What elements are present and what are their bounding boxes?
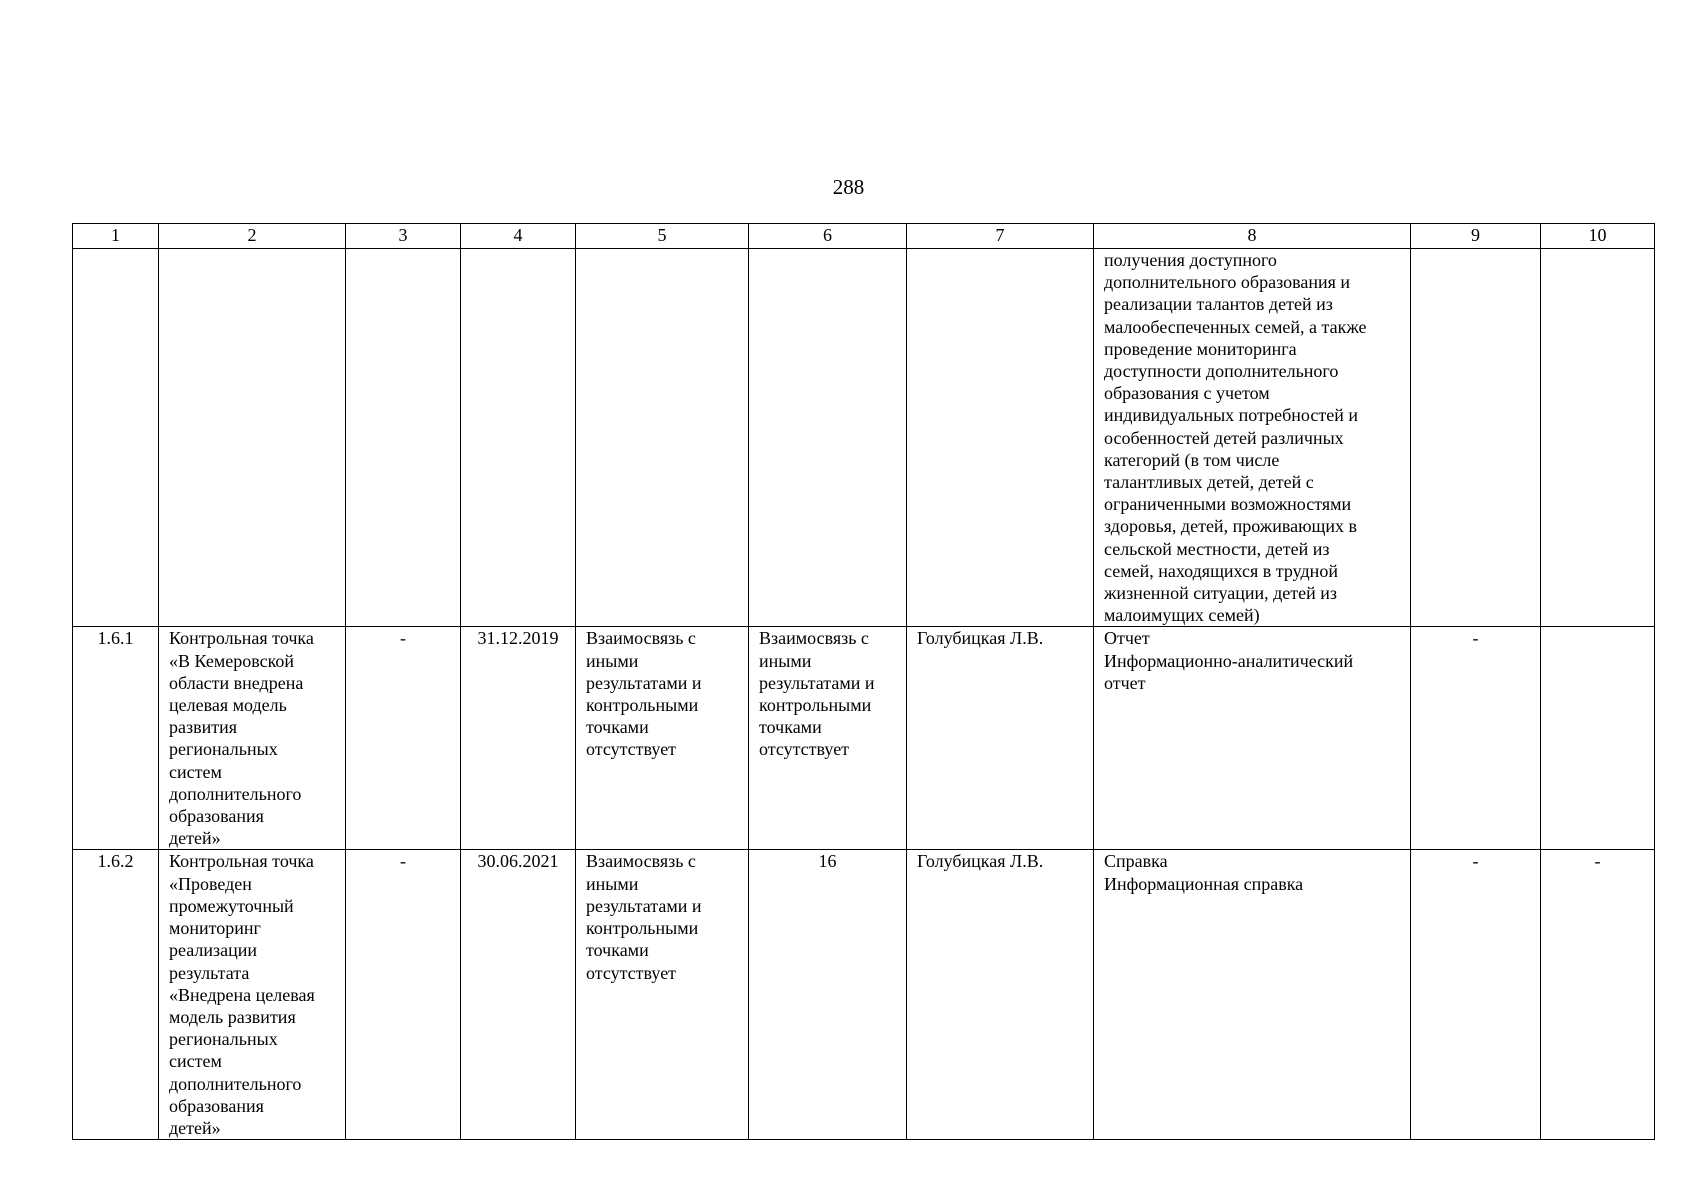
text-line: малообеспеченных семей, а также — [1104, 316, 1367, 337]
control-points-table — [72, 223, 1655, 1140]
text-line: иными — [586, 873, 639, 894]
text-line: «Внедрена целевая — [169, 984, 315, 1005]
cell-empty — [73, 249, 159, 627]
cell-empty — [576, 249, 749, 627]
text-line: индивидуальных потребностей и — [1104, 405, 1358, 426]
row-name — [159, 850, 346, 1140]
text-line: развития — [169, 717, 238, 738]
text-line: модель развития — [169, 1006, 296, 1027]
text-line: сельской местности, детей из — [1104, 538, 1330, 559]
header-col-3: 3 — [346, 224, 461, 249]
text-line: особенностей детей различных — [1104, 427, 1344, 448]
row-id: 1.6.2 — [73, 850, 159, 1140]
header-col-10: 10 — [1541, 224, 1655, 249]
text-line: реализации — [169, 940, 257, 961]
text-line: результатами и — [759, 672, 875, 693]
table-row — [73, 627, 1655, 850]
text-line: Взаимосвязь с — [586, 851, 696, 872]
text-line: промежуточный — [169, 895, 294, 916]
header-col-2: 2 — [159, 224, 346, 249]
text-line: точками — [759, 717, 822, 738]
row-col6 — [749, 627, 907, 850]
text-line: категорий (в том числе — [1104, 449, 1280, 470]
text-line: Информационная справка — [1104, 873, 1304, 894]
row-date: 31.12.2019 — [461, 627, 576, 850]
cell-empty — [346, 249, 461, 627]
text-line: ограниченными возможностями — [1104, 494, 1352, 515]
row-col10: - — [1541, 850, 1655, 1140]
text-line: дополнительного — [169, 1073, 302, 1094]
page-number: 288 — [832, 175, 865, 199]
text-line: отсутствует — [759, 739, 850, 760]
table-row-continuation — [73, 249, 1655, 627]
header-row — [73, 224, 1655, 249]
text-line: региональных — [169, 1029, 278, 1050]
text-line: Взаимосвязь с — [586, 628, 696, 649]
text-line: Контрольная точка — [169, 628, 314, 649]
text-line: контрольными — [759, 695, 872, 716]
cell-empty — [907, 249, 1094, 627]
header-col-8: 8 — [1094, 224, 1411, 249]
text-line: отсутствует — [586, 962, 677, 983]
row-responsible: Голубицкая Л.В. — [907, 850, 1094, 1140]
row-col6: 16 — [749, 850, 907, 1140]
text-line: детей» — [169, 828, 221, 849]
text-line: Взаимосвязь с — [759, 628, 869, 649]
text-line: дополнительного — [169, 783, 302, 804]
cell-empty — [1541, 249, 1655, 627]
text-line: Информационно-аналитический — [1104, 650, 1354, 671]
text-line: проведение мониторинга — [1104, 338, 1297, 359]
table-row — [73, 850, 1655, 1140]
cell-empty — [749, 249, 907, 627]
row-col10 — [1541, 627, 1655, 850]
text-line: контрольными — [586, 695, 699, 716]
row-col9: - — [1411, 850, 1541, 1140]
text-line: «Проведен — [169, 873, 252, 894]
header-col-6: 6 — [749, 224, 907, 249]
header-col-4: 4 — [461, 224, 576, 249]
row-name — [159, 627, 346, 850]
cell-empty — [461, 249, 576, 627]
row-id: 1.6.1 — [73, 627, 159, 850]
text-line: семей, находящихся в трудной — [1104, 560, 1338, 581]
row-col3: - — [346, 850, 461, 1140]
row-col8 — [1094, 850, 1411, 1140]
text-line: дополнительного образования и — [1104, 272, 1350, 293]
continuation-description — [1094, 249, 1411, 627]
text-line: отчет — [1104, 672, 1146, 693]
text-line: области внедрена — [169, 672, 304, 693]
text-line: Отчет — [1104, 628, 1150, 649]
cell-empty — [1411, 249, 1541, 627]
text-line: контрольными — [586, 918, 699, 939]
text-line: малоимущих семей) — [1104, 605, 1260, 626]
text-line: результата — [169, 962, 250, 983]
text-line: точками — [586, 940, 649, 961]
text-line: систем — [169, 761, 222, 782]
text-line: результатами и — [586, 672, 702, 693]
row-col3: - — [346, 627, 461, 850]
text-line: детей» — [169, 1117, 221, 1138]
row-col5 — [576, 850, 749, 1140]
text-line: реализации талантов детей из — [1104, 294, 1333, 315]
text-line: точками — [586, 717, 649, 738]
text-line: иными — [759, 650, 812, 671]
row-responsible: Голубицкая Л.В. — [907, 627, 1094, 850]
text-line: отсутствует — [586, 739, 677, 760]
row-col5 — [576, 627, 749, 850]
text-line: мониторинг — [169, 918, 261, 939]
text-line: иными — [586, 650, 639, 671]
text-line: получения доступного — [1104, 250, 1277, 270]
text-line: талантливых детей, детей с — [1104, 472, 1314, 493]
text-line: систем — [169, 1051, 222, 1072]
text-line: образования — [169, 1095, 264, 1116]
header-col-9: 9 — [1411, 224, 1541, 249]
row-date: 30.06.2021 — [461, 850, 576, 1140]
text-line: результатами и — [586, 895, 702, 916]
text-line: доступности дополнительного — [1104, 361, 1339, 382]
text-line: «В Кемеровской — [169, 650, 295, 671]
cell-empty — [159, 249, 346, 627]
header-col-1: 1 — [73, 224, 159, 249]
text-line: целевая модель — [169, 695, 287, 716]
text-line: региональных — [169, 739, 278, 760]
text-line: образования с учетом — [1104, 383, 1270, 404]
text-line: жизненной ситуации, детей из — [1104, 583, 1337, 604]
text-line: здоровья, детей, проживающих в — [1104, 516, 1358, 537]
row-col8 — [1094, 627, 1411, 850]
text-line: Контрольная точка — [169, 851, 314, 872]
header-col-5: 5 — [576, 224, 749, 249]
row-col9: - — [1411, 627, 1541, 850]
header-col-7: 7 — [907, 224, 1094, 249]
text-line: образования — [169, 806, 264, 827]
text-line: Справка — [1104, 851, 1168, 872]
